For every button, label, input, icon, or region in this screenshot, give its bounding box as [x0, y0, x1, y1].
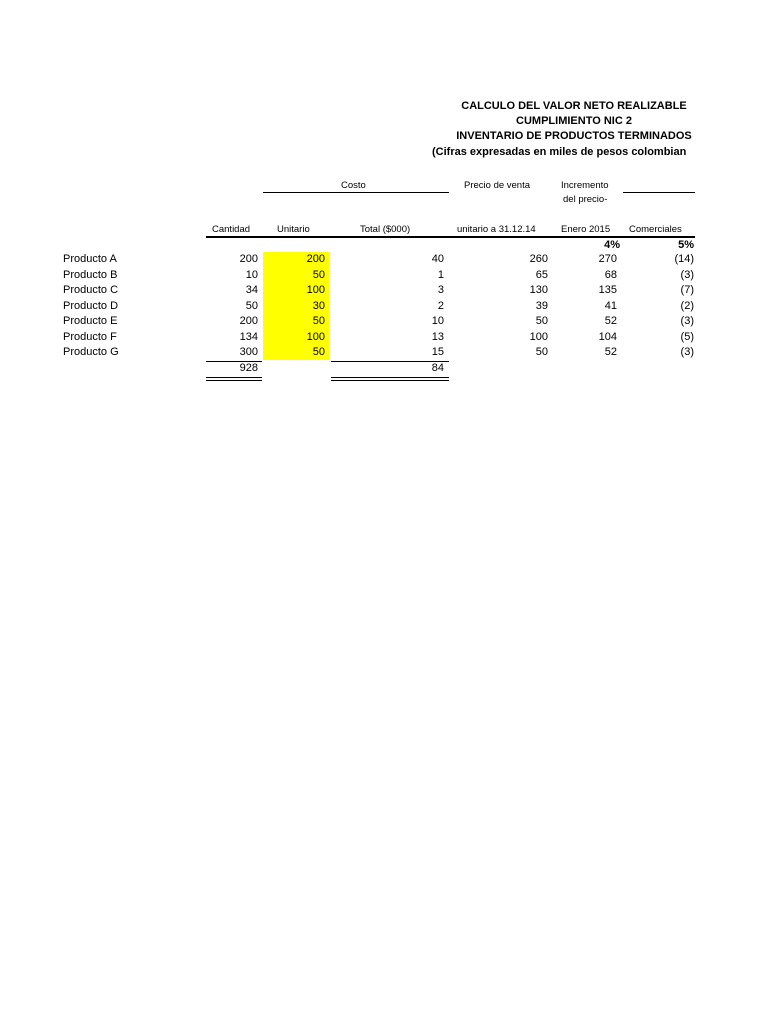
cell-total: 15: [431, 346, 444, 358]
cell-precio: 100: [529, 330, 548, 343]
cell-cantidad: 200: [239, 253, 258, 265]
cell-enero: 68: [604, 268, 617, 281]
cell-total: 10: [431, 315, 444, 327]
cell-cantidad: 10: [245, 268, 258, 281]
cell-enero: 41: [604, 299, 617, 312]
header-del-precio: del precio-: [563, 194, 608, 205]
cell-unitario: 50: [312, 268, 325, 281]
cantidad-double-line-1: [206, 377, 262, 378]
cell-enero: 135: [598, 284, 617, 296]
cell-total: 40: [431, 253, 444, 265]
report-title: CALCULO DEL VALOR NETO REALIZABLE: [461, 100, 687, 112]
cell-precio: 130: [529, 284, 548, 296]
header-unitario: Unitario: [277, 224, 310, 235]
total-costo: 84: [431, 362, 444, 374]
cell-producto: Producto E: [63, 315, 118, 327]
pct-comerciales: 5%: [678, 239, 694, 251]
total-cantidad: 928: [239, 362, 258, 374]
cell-cantidad: 134: [239, 330, 258, 343]
header-enero: Enero 2015: [561, 224, 611, 235]
report-currency-note: (Cifras expresadas en miles de pesos colombian: [432, 146, 687, 158]
cell-cantidad: 34: [245, 284, 258, 296]
cell-enero: 270: [598, 253, 617, 265]
cell-unitario: 30: [312, 299, 325, 312]
cell-cantidad: 50: [245, 299, 258, 312]
cell-precio: 50: [535, 346, 548, 358]
cell-producto: Producto F: [63, 330, 117, 343]
pct-incremento: 4%: [604, 239, 620, 251]
cell-producto: Producto C: [63, 284, 119, 296]
total-double-line-1: [331, 377, 449, 378]
header-unitario-fecha: unitario a 31.12.14: [457, 224, 536, 235]
cell-enero: 52: [604, 346, 617, 358]
header-divider: [206, 236, 695, 238]
cell-precio: 260: [529, 253, 548, 265]
header-cantidad: Cantidad: [212, 224, 251, 235]
cell-producto: Producto G: [63, 346, 119, 358]
cell-comerciales: (3): [680, 268, 694, 281]
cell-unitario: 50: [312, 346, 325, 358]
cell-comerciales: (5): [680, 330, 694, 343]
cell-cantidad: 200: [239, 315, 258, 327]
cell-total: 2: [437, 299, 444, 312]
header-costo: Costo: [341, 180, 366, 191]
header-precio-venta: Precio de venta: [464, 180, 531, 191]
cell-unitario: 50: [312, 315, 325, 327]
cell-enero: 104: [598, 330, 617, 343]
header-total: Total ($000): [360, 224, 411, 235]
cell-unitario: 100: [306, 330, 325, 343]
cell-comerciales: (2): [680, 299, 694, 312]
total-double-line-2: [331, 380, 449, 381]
report-subtitle: CUMPLIMIENTO NIC 2: [516, 115, 632, 127]
cell-comerciales: (14): [674, 253, 694, 265]
cell-total: 13: [431, 330, 444, 343]
cell-precio: 39: [535, 299, 548, 312]
cell-precio: 50: [535, 315, 548, 327]
cell-total: 1: [437, 268, 444, 281]
cell-precio: 65: [535, 268, 548, 281]
cell-producto: Producto D: [63, 299, 119, 312]
cell-producto: Producto B: [63, 268, 118, 281]
report-subtitle-inventory: INVENTARIO DE PRODUCTOS TERMINADOS: [456, 130, 692, 142]
cell-comerciales: (3): [680, 346, 694, 358]
cell-unitario: 200: [306, 253, 325, 265]
cell-unitario: 100: [306, 284, 325, 296]
cell-comerciales: (3): [680, 315, 694, 327]
cell-producto: Producto A: [63, 253, 117, 265]
cantidad-double-line-2: [206, 380, 262, 381]
cell-total: 3: [437, 284, 444, 296]
cell-enero: 52: [604, 315, 617, 327]
header-incremento: Incremento: [561, 180, 609, 191]
header-comerciales-overline: [623, 192, 695, 193]
header-costo-underline: [263, 192, 449, 193]
cell-cantidad: 300: [239, 346, 258, 358]
cell-comerciales: (7): [680, 284, 694, 296]
header-comerciales: Comerciales: [629, 224, 682, 235]
